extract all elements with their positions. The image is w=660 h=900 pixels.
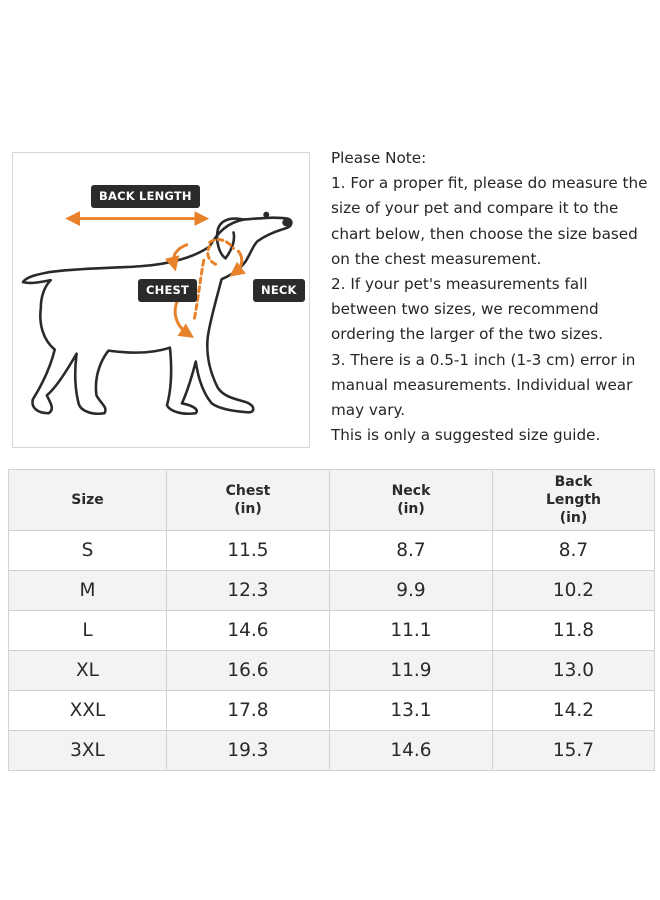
cell-size: XXL <box>9 691 167 731</box>
cell-size: S <box>9 531 167 571</box>
note-heading: Please Note: <box>331 149 427 167</box>
cell-back-length: 11.8 <box>493 611 655 651</box>
table-row <box>9 571 655 611</box>
header-size: Size <box>9 470 167 531</box>
chest-arrow-bottom <box>175 300 188 334</box>
note-line-1: 1. For a proper fit, please do measure the size of your pet and compare it to the chart below, then choose the size based on the chest measurement. <box>331 174 648 268</box>
cell-chest: 17.8 <box>167 691 330 731</box>
size-chart-table <box>8 469 655 771</box>
note-line-3: 3. There is a 0.5-1 inch (1-3 cm) error in manual measurements. Individual wear may vary. <box>331 350 636 420</box>
cell-back-length: 14.2 <box>493 691 655 731</box>
header-neck: Neck (in) <box>330 470 493 531</box>
cell-neck: 11.1 <box>330 611 493 651</box>
table-row <box>9 651 655 691</box>
cell-chest: 19.3 <box>167 731 330 771</box>
cell-size: M <box>9 571 167 611</box>
table-row <box>9 731 655 771</box>
cell-chest: 16.6 <box>167 651 330 691</box>
cell-chest: 11.5 <box>167 531 330 571</box>
dog-nose <box>282 219 292 227</box>
cell-neck: 9.9 <box>330 571 493 611</box>
chest-label: CHEST <box>138 279 197 302</box>
note-line-2: 2. If your pet's measurements fall between two sizes, we recommend ordering the larger of the two sizes. <box>331 275 604 344</box>
cell-neck: 13.1 <box>330 691 493 731</box>
cell-neck: 14.6 <box>330 731 493 771</box>
cell-size: XL <box>9 651 167 691</box>
back-length-label: BACK LENGTH <box>91 185 200 208</box>
cell-back-length: 13.0 <box>493 651 655 691</box>
cell-size: L <box>9 611 167 651</box>
table-row <box>9 611 655 651</box>
cell-chest: 12.3 <box>167 571 330 611</box>
cell-neck: 8.7 <box>330 531 493 571</box>
cell-back-length: 8.7 <box>493 531 655 571</box>
header-chest: Chest (in) <box>167 470 330 531</box>
please-note-section <box>331 146 653 448</box>
note-line-4: This is only a suggested size guide. <box>331 426 601 445</box>
dog-outline <box>23 218 291 414</box>
header-back-length: Back Length (in) <box>493 470 655 531</box>
cell-back-length: 15.7 <box>493 731 655 771</box>
dog-measurement-diagram <box>12 152 310 448</box>
table-header-row <box>9 470 655 531</box>
table-row <box>9 531 655 571</box>
cell-neck: 11.9 <box>330 651 493 691</box>
cell-chest: 14.6 <box>167 611 330 651</box>
table-row <box>9 691 655 731</box>
cell-size: 3XL <box>9 731 167 771</box>
dog-eye <box>263 212 269 218</box>
neck-label: NECK <box>253 279 305 302</box>
cell-back-length: 10.2 <box>493 571 655 611</box>
